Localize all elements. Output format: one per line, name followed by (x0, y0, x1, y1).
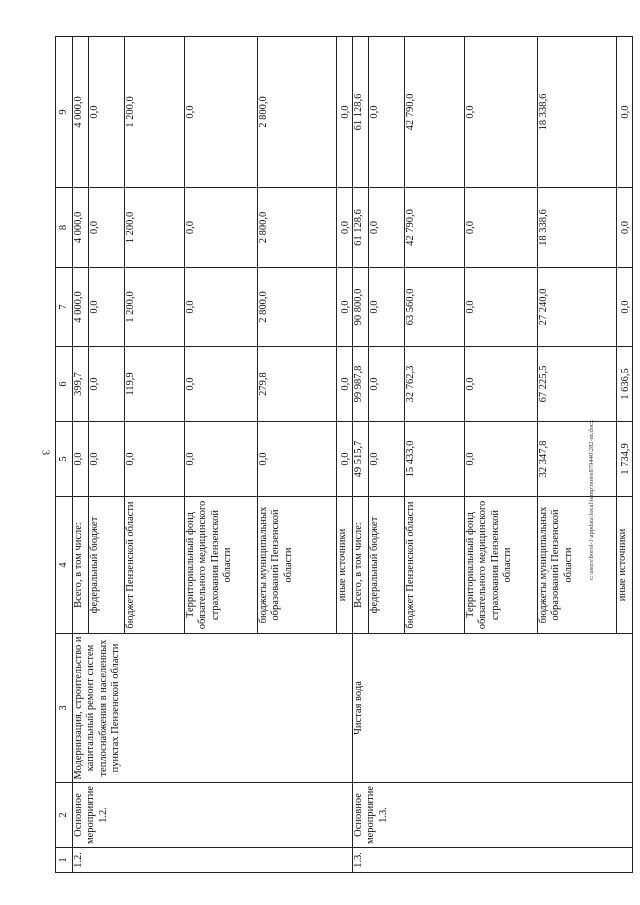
amount-cell: 0,0 (125, 422, 185, 497)
column-header: 6 (56, 347, 73, 422)
amount-cell: 0,0 (89, 347, 125, 422)
column-header: 9 (56, 37, 73, 188)
column-header: 1 (56, 848, 73, 873)
amount-cell: 0,0 (465, 347, 538, 422)
amount-cell: 4 000,0 (73, 188, 89, 268)
amount-cell: 1 636,5 (617, 347, 633, 422)
funding-source: федеральный бюджет (369, 497, 405, 634)
amount-cell: 0,0 (465, 188, 538, 268)
page-number: 3 (39, 450, 51, 455)
amount-cell: 15 433,0 (405, 422, 465, 497)
column-header: 5 (56, 422, 73, 497)
amount-cell: 0,0 (465, 268, 538, 347)
amount-cell: 0,0 (369, 188, 405, 268)
amount-cell: 0,0 (617, 188, 633, 268)
funding-source: бюджет Пензенской области (405, 497, 465, 634)
funding-source: иные источники (337, 497, 353, 634)
event-name: Чистая вода (353, 634, 633, 783)
amount-cell: 0,0 (89, 188, 125, 268)
amount-cell: 0,0 (465, 37, 538, 188)
amount-cell: 0,0 (337, 37, 353, 188)
table-row (73, 37, 89, 873)
amount-cell: 0,0 (617, 268, 633, 347)
amount-cell: 399,7 (73, 347, 89, 422)
event-label: Основное мероприятие 1.2. (73, 783, 353, 848)
funding-source: федеральный бюджет (89, 497, 125, 634)
amount-cell: 0,0 (369, 422, 405, 497)
column-header: 8 (56, 188, 73, 268)
column-header: 2 (56, 783, 73, 848)
amount-cell: 0,0 (73, 422, 89, 497)
row-number: 1.3. (353, 848, 633, 873)
amount-cell: 42 790,0 (405, 188, 465, 268)
amount-cell: 49 515,7 (353, 422, 369, 497)
amount-cell: 1 734,9 (617, 422, 633, 497)
amount-cell: 0,0 (465, 422, 538, 497)
amount-cell: 63 560,0 (405, 268, 465, 347)
amount-cell: 0,0 (337, 422, 353, 497)
amount-cell: 42 790,0 (405, 37, 465, 188)
amount-cell: 0,0 (617, 37, 633, 188)
budget-table (55, 36, 633, 873)
column-header: 7 (56, 268, 73, 347)
amount-cell: 0,0 (185, 268, 258, 347)
funding-source: Всего, в том числе: (73, 497, 89, 634)
amount-cell: 4 000,0 (73, 268, 89, 347)
funding-source: бюджеты муниципальных образований Пензенской области (258, 497, 337, 634)
funding-source: Всего, в том числе: (353, 497, 369, 634)
amount-cell: 279,8 (258, 347, 337, 422)
amount-cell: 0,0 (369, 37, 405, 188)
amount-cell: 18 338,6 (538, 37, 617, 188)
amount-cell: 0,0 (258, 422, 337, 497)
amount-cell: 61 128,6 (353, 188, 369, 268)
amount-cell: 119,9 (125, 347, 185, 422)
funding-source: бюджеты муниципальных образований Пензенской области (538, 497, 617, 634)
amount-cell: 0,0 (337, 268, 353, 347)
budget-table-sheet (55, 37, 631, 873)
column-header: 4 (56, 497, 73, 634)
column-header: 3 (56, 634, 73, 783)
amount-cell: 32 347,8 (538, 422, 617, 497)
funding-source: бюджет Пензенской области (125, 497, 185, 634)
amount-cell: 0,0 (89, 422, 125, 497)
amount-cell: 1 200,0 (125, 37, 185, 188)
amount-cell: 0,0 (185, 347, 258, 422)
amount-cell: 0,0 (337, 188, 353, 268)
funding-source: Территориальный фонд обязательного медицинского страхования Пензенской области (185, 497, 258, 634)
amount-cell: 0,0 (185, 422, 258, 497)
amount-cell: 2 800,0 (258, 268, 337, 347)
funding-source: Территориальный фонд обязательного медицинского страхования Пензенской области (465, 497, 538, 634)
table-row (353, 37, 369, 873)
column-number-row (56, 37, 73, 873)
amount-cell: 0,0 (337, 347, 353, 422)
amount-cell: 27 240,0 (538, 268, 617, 347)
event-label: Основное мероприятие 1.3. (353, 783, 633, 848)
amount-cell: 90 800,0 (353, 268, 369, 347)
amount-cell: 0,0 (369, 347, 405, 422)
amount-cell: 1 200,0 (125, 268, 185, 347)
amount-cell: 0,0 (185, 188, 258, 268)
amount-cell: 0,0 (89, 268, 125, 347)
amount-cell: 18 338,6 (538, 188, 617, 268)
footer-file-path: c:\users\borol-1\appdata\local\temp\notes879440\282-m.docx (588, 419, 595, 580)
amount-cell: 61 128,6 (353, 37, 369, 188)
amount-cell: 1 200,0 (125, 188, 185, 268)
amount-cell: 99 987,8 (353, 347, 369, 422)
amount-cell: 2 800,0 (258, 188, 337, 268)
amount-cell: 32 762,3 (405, 347, 465, 422)
amount-cell: 2 800,0 (258, 37, 337, 188)
amount-cell: 67 225,5 (538, 347, 617, 422)
amount-cell: 0,0 (89, 37, 125, 188)
amount-cell: 0,0 (369, 268, 405, 347)
event-name: Модернизация, строительство и капитальный ремонт систем теплоснабжения в населенных пунктах Пензенской области (73, 634, 353, 783)
amount-cell: 0,0 (185, 37, 258, 188)
row-number: 1.2. (73, 848, 353, 873)
funding-source: иные источники (617, 497, 633, 634)
amount-cell: 4 000,0 (73, 37, 89, 188)
